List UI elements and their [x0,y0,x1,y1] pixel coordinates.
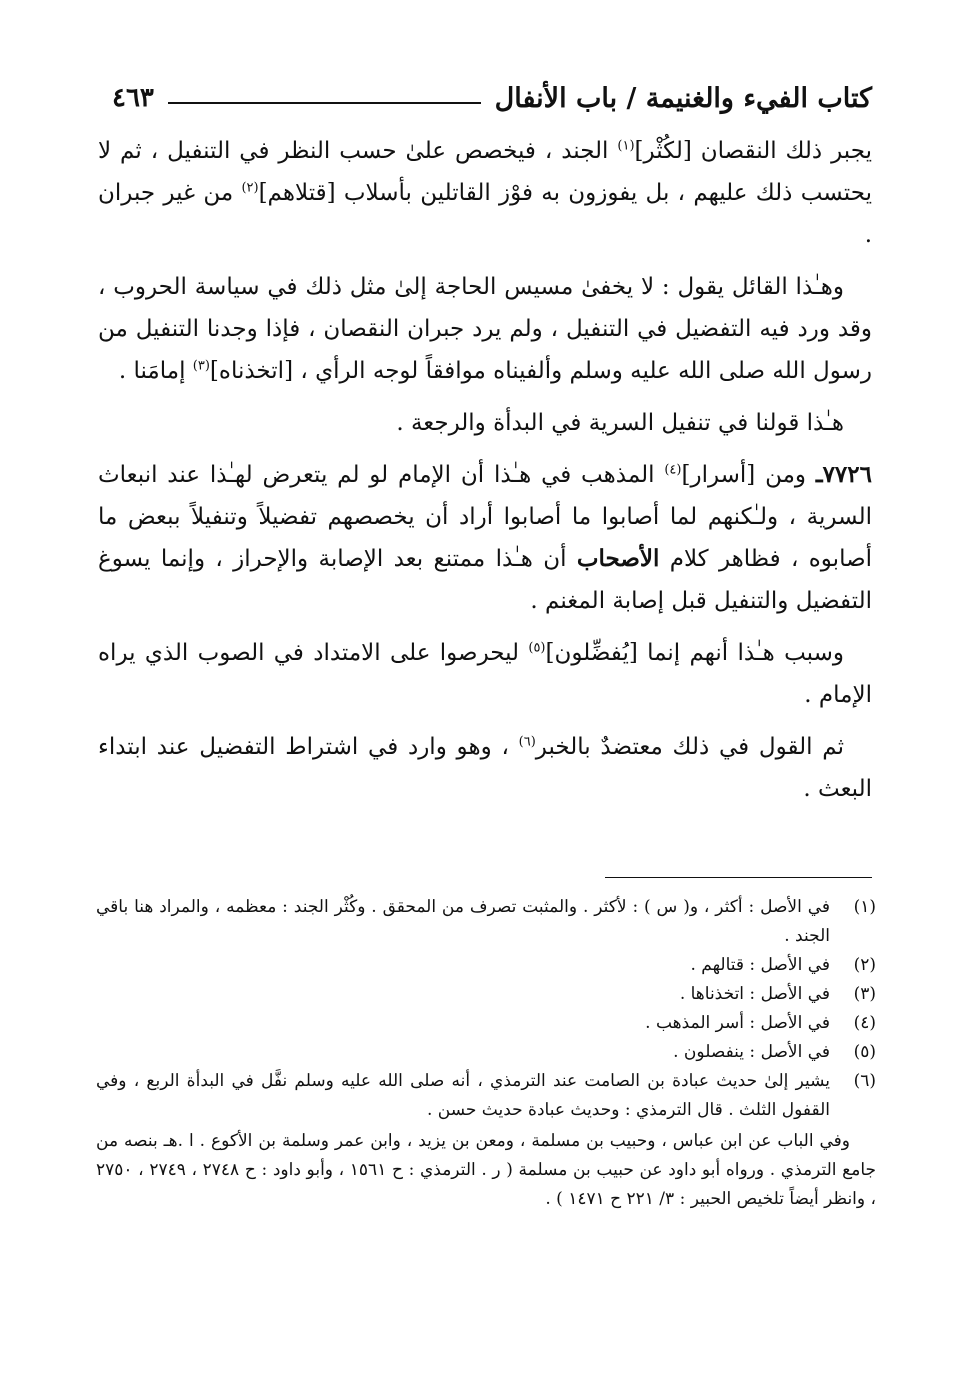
text-run: ليحرصوا على الامتداد في الصوب الذي يراه الإمام . [98,640,872,708]
paragraph-2 [98,266,872,392]
text-run: الجند ، فيخصص علىٰ حسب النظر في التنفيل ، ثم لا يحتسب ذلك عليهم ، بل يفوزون به فوْز القاتلين بأسلاب [قتلاهم] [98,138,872,206]
page-header [112,78,872,118]
footnote-number: (٣) [853,984,876,1004]
running-title: كتاب الفيء والغنيمة / باب الأنفال [494,82,872,114]
footnote-ref-3: (٣) [192,358,210,374]
footnote-ref-6: (٦) [518,734,536,750]
footnote-text: في الأصل : أكثر ، و( س ) : لأكثر . والمثبت تصرف من المحقق . وكُثْر الجند : معظمه ، والمراد هنا باقي الجند . [96,897,830,946]
footnote-number: (٥) [853,1042,876,1062]
footnote-continuation: وفي الباب عن ابن عباس ، وحبيب بن مسلمة ، ومعن بن يزيد ، وابن عمر وسلمة بن الأكوع . ا .هـ بنصه من جامع الترمذي . ورواه أبو داود عن حبيب بن مسلمة ( ر . الترمذي : ح ١٥٦١ ، وأبو داود : ح ٢٧٤٨ ، ٢٧٤٩ ، ٢٧٥٠ ، وانظر أيضاً تلخيص الحبير : ٣/ ٢٢١ ح ١٤٧١ ) . [96,1131,877,1209]
text-run: وسبب هـٰذا أنهم إنما [يُفضِّلون] [545,640,845,666]
footnote [96,980,876,1009]
footnote [96,951,876,980]
text-run: يجبر ذلك النقصان [لكُثْر] [634,138,872,164]
bold-term: الأصحاب [576,545,660,572]
text-run: ، وهو وارد في اشتراط التفضيل عند ابتداء البعث . [98,734,872,802]
footnote-number: (٤) [853,1013,876,1033]
header-rule [168,102,481,104]
paragraph-5 [98,632,872,716]
footnote-separator [605,877,872,878]
footnote-ref-2: (٢) [241,180,259,196]
paragraph-6 [98,726,872,810]
footnote [96,893,876,951]
footnote-number: (٢) [853,955,876,975]
paragraph-1 [98,130,872,256]
text-run: أن هـٰذا ممتنع بعد الإصابة والإحراز ، وإنما يسوغ التفضيل والتنفيل قبل إصابة المغنم . [98,546,872,614]
text-run: إمامَنا . [118,358,193,384]
footnote-ref-1: (١) [617,138,635,154]
footnote [96,1067,876,1125]
footnote-ref-5: (٥) [528,640,546,656]
footnote-text: يشير إلىٰ حديث عبادة بن الصامت عند الترمذي ، أنه صلى الله عليه وسلم نفَّل في البدأة الربع ، وفي القفول الثلث . قال الترمذي : وحديث عبادة حديث حسن . [96,1071,830,1120]
footnote-text: في الأصل : أسر المذهب . [645,1013,830,1033]
text-run: ومن [أسرار] [681,462,816,488]
footnote [96,1009,876,1038]
text-run: وهـٰذا القائل يقول : لا يخفىٰ مسيس الحاجة إلىٰ مثل ذلك في سياسة الحروب ، وقد ورد فيه التفضيل في التنفيل ، ولم يرد جبران النقصان ، فإذا وجدنا التنفيل من رسول الله صلى الله عليه وسلم وألفيناه موافقاً لوجه الرأي ، [اتخذناه] [98,274,872,384]
paragraph-number: ٧٧٢٦ـ [815,461,872,488]
footnote-text: في الأصل : ينفصلون . [673,1042,830,1062]
footnote-ref-4: (٤) [664,462,682,478]
footnote [96,1038,876,1067]
footnote-text: في الأصل : اتخذناها . [679,984,830,1004]
paragraph-3: هـٰذا قولنا في تنفيل السرية في البدأة والرجعة . [396,410,844,436]
main-text [98,130,872,820]
footnote-number: (٦) [853,1071,876,1091]
footnotes [96,893,876,1214]
footnote-number: (١) [853,897,876,917]
footnote-text: في الأصل : قتالهم . [690,955,830,975]
paragraph-4 [98,454,872,622]
text-run: المذهب في هـٰذا أن الإمام لو لم يتعرض لهـٰذا عند انبعاث السرية ، ولـٰكنهم لما أصابوا ما أصابوا أراد أن يخصصهم تفضيلاً وتنفيلاً ببعض ما أصابوه ، فظاهر كلام [98,462,872,572]
text-run: من غير جبران . [98,180,872,248]
page-number: ٤٦٣ [112,83,154,113]
text-run: ثم القول في ذلك معتضدٌ بالخبر [535,734,844,760]
